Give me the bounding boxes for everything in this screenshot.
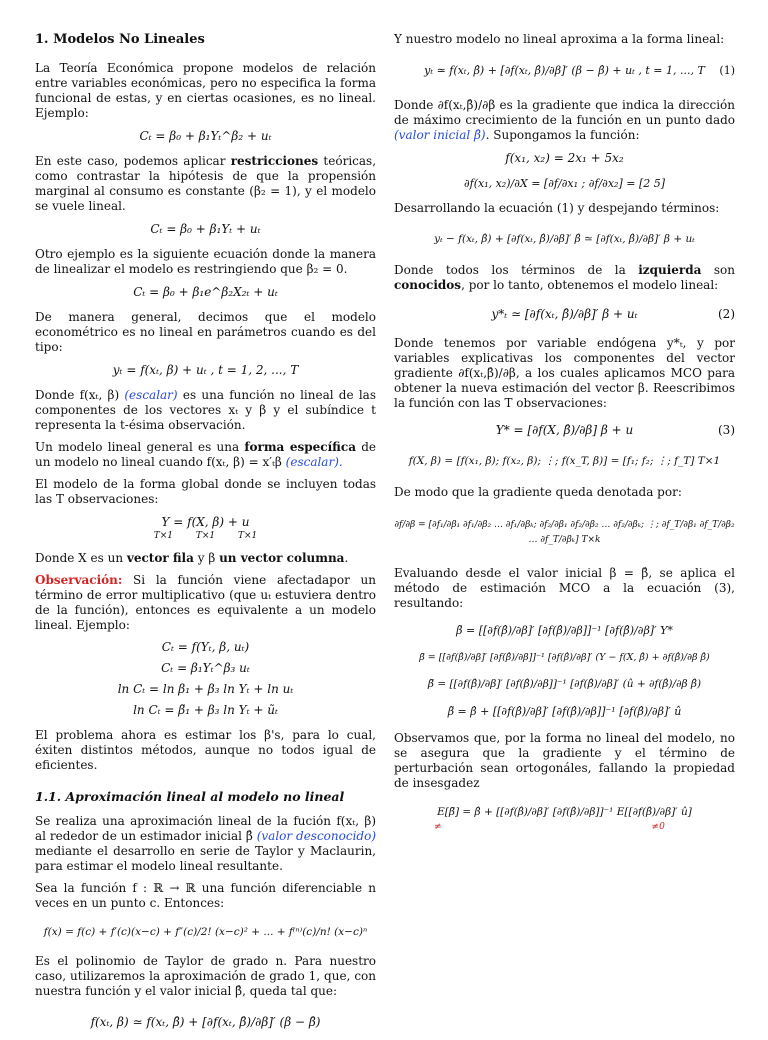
paragraph: Sea la función f : ℝ → ℝ una función diferenciable n veces en un punto c. Entonces: [35, 881, 376, 910]
paragraph: De modo que la gradiente queda denotada por: [394, 485, 682, 499]
equation-number: (3) [718, 423, 735, 437]
paragraph: Es el polinomio de Taylor de grado n. Para nuestro caso, utilizaremos la aproximación de grado 1, que, con nuestra función y el valor inicial β̂, queda tal que: [35, 954, 376, 998]
equation: f(x) = f(c) + f′(c)(x−c) + f″(c)/2! (x−c)² + ... + f⁽ⁿ⁾(c)/n! (x−c)ⁿ [43, 926, 368, 938]
equation: β̃ = [[∂f(β̂)/∂β]′ [∂f(β̂)/∂β]]⁻¹ [∂f(β̂)/∂β]′ (û + ∂f(β̂)/∂β β̂) [427, 678, 702, 690]
observation: Observación: Si la función viene afectadapor un término de error multiplicativo (que uₜ estuviera dentro de la función), entonces es equivalente a un modelo lineal. Ejemplo: [35, 573, 376, 632]
paragraph: Donde tenemos por variable endógena y*ₜ, y por variables explicativas los componentes del vector gradiente ∂f(xₜ,β̂)/∂β, a los cuales aplicamos MCO para obtener la nueva estimación del vector β. Reescribimos la función con las T observaciones: [394, 336, 735, 410]
equation: ∂f(x₁, x₂)/∂X = [∂f/∂x₁ ; ∂f/∂x₂] = [2 5] [463, 177, 666, 190]
equation: Cₜ = β₀ + β₁Yₜ^β₂ + uₜ [139, 129, 272, 143]
equation-number: (1) [719, 64, 735, 77]
paragraph: En este caso, podemos aplicar restricciones teóricas, como contrastar la hipótesis de que la propensión marginal al consumo es constante (β₂ = 1), y el modelo se vuele lineal. [35, 154, 377, 213]
equation: yₜ = f(xₜ, β) + uₜ , t = 1, 2, ..., T [112, 363, 299, 377]
equation: y*ₜ ≃ [∂f(xₜ, β̂)/∂β]′ β + uₜ (2) [491, 307, 735, 321]
equation-subscripts: T×1 T×1 T×1 [153, 531, 258, 541]
paragraph: Desarrollando la ecuación (1) y despejando términos: [394, 201, 720, 215]
paragraph: El problema ahora es estimar los β's, para lo cual, éxiten distintos métodos, aunque no todos igual de eficientes. [35, 728, 376, 772]
equation: yₜ − f(xₜ, β̂) + [∂f(xₜ, β̂)/∂β]′ β̂ ≃ [∂f(xₜ, β̂)/∂β]′ β + uₜ [434, 233, 695, 245]
equation: Cₜ = β₁Yₜ^β₃ uₜ [161, 661, 250, 675]
left-column [35, 32, 376, 1040]
equation: yₜ ≃ f(xₜ, β̂) + [∂f(xₜ, β̂)/∂β]′ (β − β̂) + uₜ , t = 1, ..., T (1) [424, 64, 735, 77]
not-equal-markers: ≠ ≠0 [434, 822, 665, 832]
subsection-title: 1.1. Aproximación lineal al modelo no lineal [35, 789, 345, 804]
equation: ln Cₜ = β̃₁ + β₃ ln Yₜ + ũₜ [133, 703, 278, 717]
equation: Cₜ = f(Yₜ, β, uₜ) [161, 640, 250, 654]
paragraph: De manera general, decimos que el modelo econométrico es no lineal en parámetros cuando es del tipo: [35, 310, 376, 354]
equation: β̃ = [[∂f(β̂)/∂β]′ [∂f(β̂)/∂β]]⁻¹ [∂f(β̂)/∂β]′ Y* [456, 624, 673, 637]
equation: ∂f/∂β = [∂f₁/∂β₁ ∂f₁/∂β₂ … ∂f₁/∂βₖ; ∂f₂/∂β₁ ∂f₂/∂β₂ … ∂f₂/∂βₖ; ⋮; ∂f_T/∂β₁ ∂f_T/∂β₂ … ∂f_T/∂βₖ] T×k [394, 520, 735, 545]
equation: β̃ = [[∂f(β̂)/∂β]′ [∂f(β̂)/∂β]]⁻¹ [∂f(β̂)/∂β]′ (Y − f(X, β̂) + ∂f(β̂)/∂β β̂) [419, 652, 710, 663]
paragraph: Otro ejemplo es la siguiente ecuación donde la manera de linealizar el modelo es restringiendo que β₂ = 0. [35, 247, 376, 276]
paragraph: Se realiza una aproximación lineal de la fución f(xₜ, β) al rededor de un estimador inicial β̂ (valor desconocido) mediante el desarrollo en serie de Taylor y Maclaurin, para estimar el modelo lineal resultante. [35, 814, 377, 873]
paragraph: Donde todos los términos de la izquierda son conocidos, por lo tanto, obtenemos el modelo lineal: [394, 263, 735, 292]
paragraph: Un modelo lineal general es una forma específica de un modelo no lineal cuando f(xₜ, β) = x′ₜβ (escalar). [35, 440, 376, 469]
equation: Y = f(X, β) + u [161, 515, 250, 529]
equation-number: (2) [718, 307, 735, 321]
section-title: 1. Modelos No Lineales [35, 32, 205, 47]
paragraph: El modelo de la forma global donde se incluyen todas las T observaciones: [35, 477, 376, 506]
paragraph: Observamos que, por la forma no lineal del modelo, no se asegura que la gradiente y el término de perturbación sean ortogonáles, fallando la propiedad de insesgadez [394, 731, 735, 790]
equation: Y* = [∂f(X, β̂)/∂β] β + u (3) [495, 423, 735, 437]
equation: ln Cₜ = ln β₁ + β₃ ln Yₜ + ln uₜ [117, 682, 294, 696]
equation: f(x₁, x₂) = 2x₁ + 5x₂ [505, 151, 624, 165]
paragraph: Evaluando desde el valor inicial β = β̂, se aplica el método de estimación MCO a la ecuación (3), resultando: [394, 566, 735, 610]
equation: Cₜ = β₀ + β₁Yₜ + uₜ [150, 222, 261, 236]
paragraph: La Teoría Económica propone modelos de relación entre variables económicas, pero no especifica la forma funcional de estas, y en ciertas ocasiones, es no lineal. Ejemplo: [35, 61, 376, 120]
equation: f(xₜ, β) ≃ f(xₜ, β̂) + [∂f(xₜ, β̂)/∂β]′ (β − β̂) [90, 1015, 321, 1029]
paragraph: Donde ∂f(xₜ,β̂)/∂β es la gradiente que indica la dirección de máximo crecimiento de la función en un punto dado (valor inicial β̂). Supongamos la función: [394, 98, 735, 142]
equation: Cₜ = β₀ + β₁e^β₂X₂ₜ + uₜ [133, 285, 278, 299]
equation: β̃ = β̂ + [[∂f(β̂)/∂β]′ [∂f(β̂)/∂β]]⁻¹ [∂f(β̂)/∂β]′ û [447, 705, 682, 718]
paragraph: Donde f(xₜ, β) (escalar) es una función no lineal de las componentes de los vectores xₜ y β y el subíndice t representa la t-ésima observación. [35, 388, 376, 432]
equation: E[β̃] = β̂ + [[∂f(β̂)/∂β]′ [∂f(β̂)/∂β]]⁻¹ E[[∂f(β̂)/∂β]′ û] [437, 806, 692, 818]
paragraph: Y nuestro modelo no lineal aproxima a la forma lineal: [394, 32, 725, 46]
paragraph: Donde X es un vector fila y β un vector columna. [35, 551, 349, 565]
right-column [394, 32, 735, 835]
equation: f(X, β) = [f(x₁, β); f(x₂, β); ⋮; f(x_T, β)] = [f₁; f₂; ⋮; f_T] T×1 [408, 455, 721, 467]
